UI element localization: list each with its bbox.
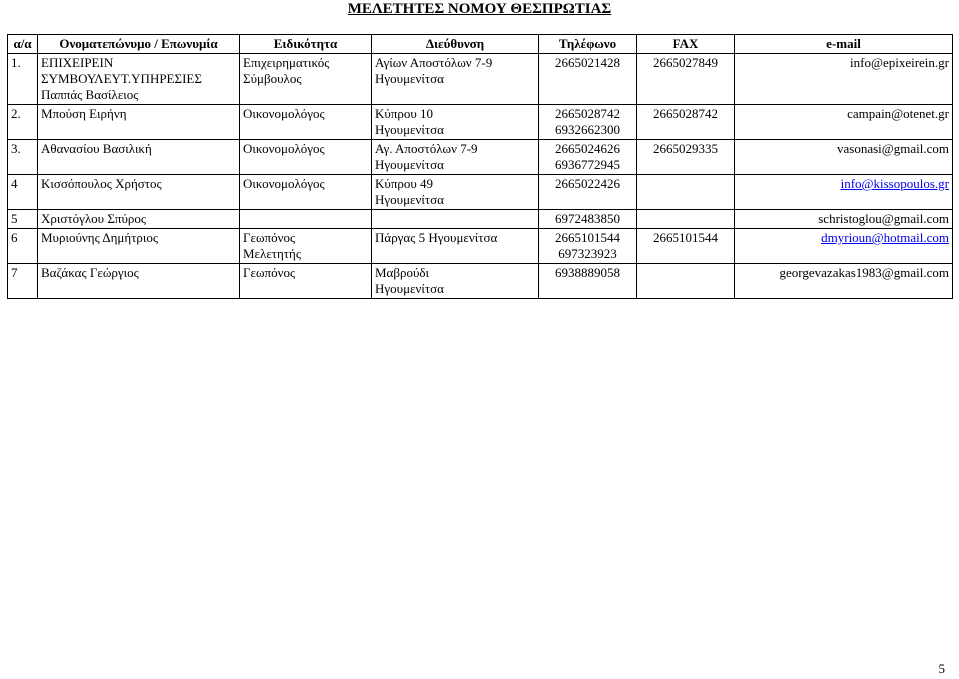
table-body	[8, 54, 953, 299]
address-cell	[372, 175, 539, 210]
email-cell	[735, 175, 953, 210]
name-cell	[38, 105, 240, 140]
email-cell: vasonasi@gmail.com	[735, 140, 953, 175]
phone-cell	[539, 229, 637, 264]
email-cell: georgevazakas1983@gmail.com	[735, 264, 953, 299]
row-number: 7	[8, 264, 38, 299]
name-line: ΕΠΙΧΕΙΡΕΙΝ	[41, 55, 114, 70]
name-line: Μυριούνης Δημήτριος	[41, 230, 159, 245]
table-row	[8, 54, 953, 105]
header-specialty: Ειδικότητα	[240, 35, 372, 54]
email-cell: info@epixeirein.gr	[735, 54, 953, 105]
address-line: Ηγουμενίτσα	[375, 281, 444, 296]
page-number: 5	[938, 661, 945, 676]
header-fax: FAX	[637, 35, 735, 54]
table-row	[8, 264, 953, 299]
table-row	[8, 140, 953, 175]
specialty-cell	[240, 264, 372, 299]
phone-line: 2665024626	[555, 141, 620, 156]
email-cell: schristoglou@gmail.com	[735, 210, 953, 229]
address-line: Αγίων Αποστόλων 7-9	[375, 55, 493, 70]
specialty-cell	[240, 140, 372, 175]
address-line: Αγ. Αποστόλων 7-9	[375, 141, 478, 156]
fax-cell: 2665028742	[637, 105, 735, 140]
specialty-cell	[240, 229, 372, 264]
specialty-line: Οικονομολόγος	[243, 141, 325, 156]
table-row	[8, 175, 953, 210]
specialty-line: Μελετητής	[243, 246, 301, 261]
email-cell: campain@otenet.gr	[735, 105, 953, 140]
fax-cell	[637, 175, 735, 210]
header-number: α/α	[8, 35, 38, 54]
phone-line: 6932662300	[555, 122, 620, 137]
name-cell	[38, 140, 240, 175]
phone-line: 2665101544	[555, 230, 620, 245]
table-row	[8, 105, 953, 140]
specialty-cell	[240, 210, 372, 229]
specialty-line: Γεωπόνος	[243, 230, 296, 245]
phone-cell	[539, 140, 637, 175]
phone-cell	[539, 54, 637, 105]
phone-line: 6936772945	[555, 157, 620, 172]
address-cell	[372, 54, 539, 105]
fax-cell: 2665027849	[637, 54, 735, 105]
name-line: Μπούση Ειρήνη	[41, 106, 127, 121]
specialty-line: Γεωπόνος	[243, 265, 296, 280]
name-cell	[38, 264, 240, 299]
specialty-cell	[240, 54, 372, 105]
specialty-line: Σύμβουλος	[243, 71, 302, 86]
address-line: Κύπρου 10	[375, 106, 434, 121]
address-line: Μαβρούδι	[375, 265, 430, 280]
row-number: 2.	[8, 105, 38, 140]
table-row	[8, 229, 953, 264]
specialty-cell	[240, 175, 372, 210]
row-number: 5	[8, 210, 38, 229]
row-number: 4	[8, 175, 38, 210]
fax-cell	[637, 264, 735, 299]
name-line: ΣΥΜΒΟΥΛΕΥΤ.ΥΠΗΡΕΣΙΕΣ	[41, 71, 202, 86]
row-number: 3.	[8, 140, 38, 175]
address-cell	[372, 264, 539, 299]
phone-cell	[539, 175, 637, 210]
address-line: Κύπρου 49	[375, 176, 434, 191]
email-cell	[735, 229, 953, 264]
name-line: Αθανασίου Βασιλική	[41, 141, 152, 156]
specialty-line: Οικονομολόγος	[243, 176, 325, 191]
phone-line: 6972483850	[555, 211, 620, 226]
page-title: ΜΕΛΕΤΗΤΕΣ ΝΟΜΟΥ ΘΕΣΠΡΩΤΙΑΣ	[347, 1, 612, 17]
specialty-line: Επιχειρηματικός	[243, 55, 330, 70]
row-number: 1.	[8, 54, 38, 105]
address-cell	[372, 229, 539, 264]
phone-cell	[539, 105, 637, 140]
name-line: Βαζάκας Γεώργιος	[41, 265, 139, 280]
fax-cell: 2665029335	[637, 140, 735, 175]
address-line: Ηγουμενίτσα	[375, 122, 444, 137]
name-line: Χριστόγλου Σπύρος	[41, 211, 147, 226]
address-cell	[372, 140, 539, 175]
address-line: Ηγουμενίτσα	[375, 71, 444, 86]
specialty-cell	[240, 105, 372, 140]
phone-cell	[539, 264, 637, 299]
fax-cell: 2665101544	[637, 229, 735, 264]
phone-line: 2665028742	[555, 106, 620, 121]
phone-line: 2665021428	[555, 55, 620, 70]
phone-line: 2665022426	[555, 176, 620, 191]
address-cell	[372, 105, 539, 140]
name-cell	[38, 229, 240, 264]
header-address: Διεύθυνση	[372, 35, 539, 54]
consultants-table	[7, 34, 953, 299]
row-number: 6	[8, 229, 38, 264]
phone-cell	[539, 210, 637, 229]
header-name: Ονοματεπώνυμο / Επωνυμία	[38, 35, 240, 54]
phone-line: 6938889058	[555, 265, 620, 280]
header-email: e-mail	[735, 35, 953, 54]
phone-line: 697323923	[558, 246, 617, 261]
address-line: Ηγουμενίτσα	[375, 192, 444, 207]
name-line: Κισσόπουλος Χρήστος	[41, 176, 162, 191]
fax-cell	[637, 210, 735, 229]
specialty-line: Οικονομολόγος	[243, 106, 325, 121]
header-phone: Τηλέφωνο	[539, 35, 637, 54]
name-cell	[38, 54, 240, 105]
name-cell	[38, 175, 240, 210]
name-cell	[38, 210, 240, 229]
address-line: Ηγουμενίτσα	[375, 157, 444, 172]
address-line: Πάργας 5 Ηγουμενίτσα	[375, 230, 498, 245]
email-link[interactable]: dmyrioun@hotmail.com	[821, 230, 949, 245]
table-header-row	[8, 35, 953, 54]
email-link[interactable]: info@kissopoulos.gr	[840, 176, 949, 191]
address-cell	[372, 210, 539, 229]
name-line: Παππάς Βασίλειος	[41, 87, 139, 102]
table-row	[8, 210, 953, 229]
